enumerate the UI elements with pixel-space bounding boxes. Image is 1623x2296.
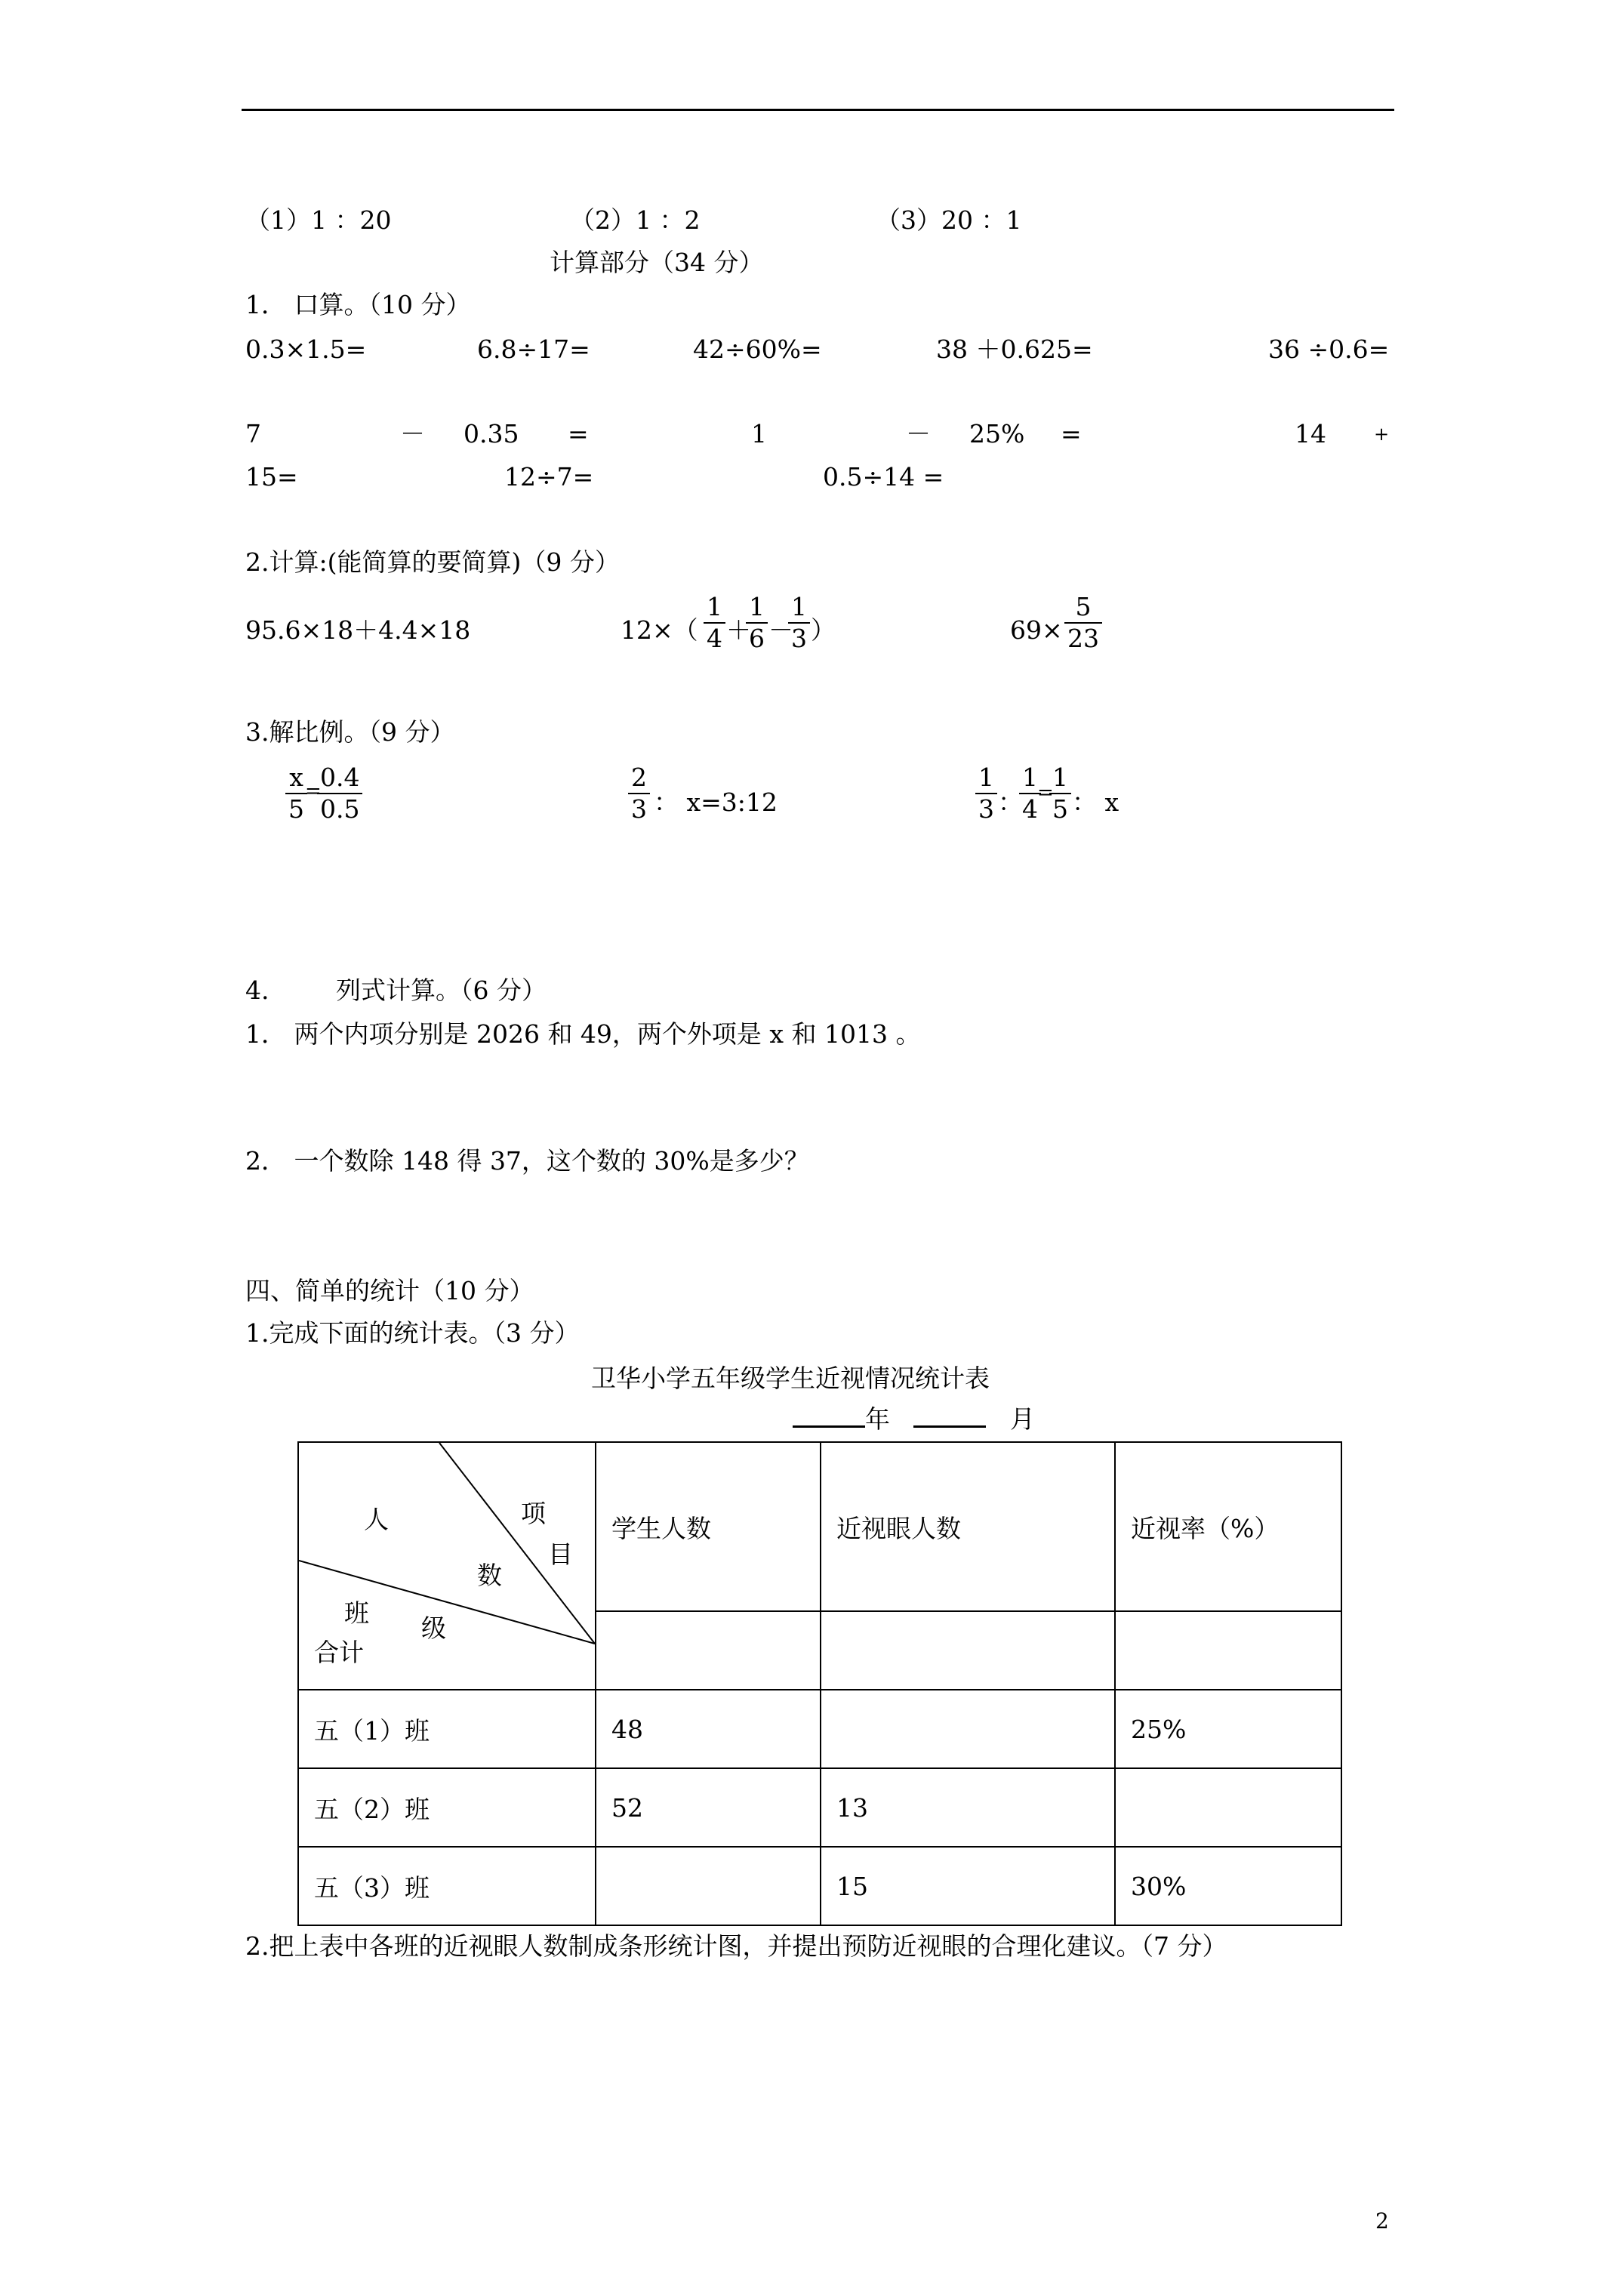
row-label-heji: 合计 (314, 1638, 364, 1667)
section-title: 计算部分（34 分） (550, 248, 764, 277)
month-blank[interactable] (913, 1425, 986, 1428)
word-problem-2: 2． 一个数除 148 得 37，这个数的 30%是多少？ (245, 1146, 809, 1176)
ratio-option-3: （3）20 ：1 (876, 205, 1022, 235)
table-cell[interactable] (821, 1690, 1115, 1768)
fraction: $\frac{1}{4}$ (704, 592, 725, 654)
oral-calc-token: 0.35 (463, 419, 519, 448)
oral-calc-token: 1 (751, 419, 767, 448)
diagonal-header-cell (298, 1442, 596, 1690)
proportion-eq-3-rest: ： x (1072, 787, 1119, 817)
oral-calc-item: 0.3×1.5= (245, 334, 367, 364)
minus-sign: － (768, 615, 793, 645)
table-cell: 52 (596, 1768, 821, 1847)
header-rule (242, 109, 1394, 111)
oral-calc-token: － (906, 419, 931, 448)
diag-label-ban: 班 (344, 1598, 369, 1628)
diag-label-shu: 数 (477, 1561, 502, 1590)
table-cell: 13 (821, 1768, 1115, 1847)
calc-expr-1: 95.6×18＋4.4×18 (245, 615, 471, 645)
proportion-eq-2-rest: ： x=3:12 (654, 787, 778, 817)
oral-calc-item: 15= (245, 462, 298, 492)
row-label: 五（1）班 (298, 1690, 596, 1768)
ratio-option-2: （2）1 ：2 (570, 205, 701, 235)
section4-sub2: 2.把上表中各班的近视眼人数制成条形统计图，并提出预防近视眼的合理化建议。（7 分） (245, 1931, 1227, 1961)
fraction: $\frac{1}{3}$ (788, 592, 810, 654)
table-row (298, 1690, 1341, 1768)
oral-calc-token: = (1061, 419, 1082, 448)
fraction: $\frac{2}{3}$ (628, 763, 650, 824)
stat-table (297, 1441, 1342, 1926)
column-header: 近视率（%） (1115, 1442, 1341, 1611)
fraction: $\frac{x}{5}$ (285, 763, 307, 824)
page-number: 2 (1375, 2208, 1389, 2233)
oral-calc-token: + (1374, 424, 1390, 445)
oral-calc-token: 14 (1295, 419, 1326, 448)
table-cell[interactable] (1115, 1611, 1341, 1690)
fraction: $\frac{1}{6}$ (746, 592, 768, 654)
fraction: $\frac{1}{5}$ (1049, 763, 1071, 824)
calc-expr-2-suffix: ） (811, 615, 836, 645)
table-cell[interactable] (596, 1611, 821, 1690)
row-label: 五（2）班 (298, 1768, 596, 1847)
fraction: $\frac{5}{23}$ (1064, 592, 1102, 654)
oral-calc-token: － (400, 419, 425, 448)
oral-calc-item: 12÷7= (504, 462, 594, 492)
diag-label-mu: 目 (548, 1539, 573, 1569)
calc-expr-2-prefix: 12×（ (621, 615, 698, 645)
table-row (298, 1847, 1341, 1925)
oral-calc-item: 0.5÷14 = (823, 462, 944, 492)
q1-heading: 1． 口算。（10 分） (245, 290, 471, 319)
oral-calc-item: 36 ÷0.6= (1268, 334, 1390, 364)
q2-heading: 2.计算:(能简算的要简算)（9 分） (245, 547, 620, 577)
table-title: 卫华小学五年级学生近视情况统计表 (591, 1364, 990, 1393)
colon: ： (998, 787, 1023, 817)
q4-heading: 列式计算。（6 分） (336, 975, 547, 1005)
row-label: 五（3）班 (298, 1847, 596, 1925)
oral-calc-token: = (568, 419, 589, 448)
equals-sign: = (305, 780, 322, 803)
table-cell: 25% (1115, 1690, 1341, 1768)
fraction: $\frac{1}{3}$ (975, 763, 997, 824)
year-blank[interactable] (793, 1425, 865, 1428)
fraction: $\frac{1}{4}$ (1019, 763, 1041, 824)
oral-calc-token: 25% (969, 419, 1025, 448)
plus-sign: ＋ (726, 615, 751, 645)
column-header: 近视眼人数 (821, 1442, 1115, 1611)
section4-sub1: 1.完成下面的统计表。（3 分） (245, 1318, 580, 1348)
table-cell[interactable] (821, 1611, 1115, 1690)
q4-heading-number: 4. (245, 975, 269, 1005)
diag-label-xiang: 项 (521, 1499, 546, 1528)
table-cell[interactable] (596, 1847, 821, 1925)
ratio-option-1: （1）1 ：20 (245, 205, 392, 235)
calc-expr-3-prefix: 69× (1010, 615, 1063, 645)
table-cell: 30% (1115, 1847, 1341, 1925)
oral-calc-token: 7 (245, 419, 261, 448)
table-row (298, 1768, 1341, 1847)
table-cell[interactable] (1115, 1768, 1341, 1847)
q3-heading: 3.解比例。（9 分） (245, 717, 455, 747)
table-date: 年 月 (793, 1404, 1035, 1435)
oral-calc-item: 42÷60%= (693, 334, 822, 364)
table-cell: 15 (821, 1847, 1115, 1925)
oral-calc-item: 38 ＋0.625= (936, 334, 1093, 364)
fraction: $\frac{0.4}{0.5}$ (317, 763, 362, 824)
table-cell: 48 (596, 1690, 821, 1768)
column-header: 学生人数 (596, 1442, 821, 1611)
diag-label-ren: 人 (364, 1505, 389, 1534)
equals-sign: = (1037, 781, 1054, 804)
oral-calc-item: 6.8÷17= (477, 334, 590, 364)
section4-heading: 四、简单的统计（10 分） (245, 1276, 534, 1305)
word-problem-1: 1． 两个内项分别是 2026 和 49，两个外项是 x 和 1013 。 (245, 1019, 921, 1049)
diag-label-ji: 级 (421, 1613, 446, 1643)
